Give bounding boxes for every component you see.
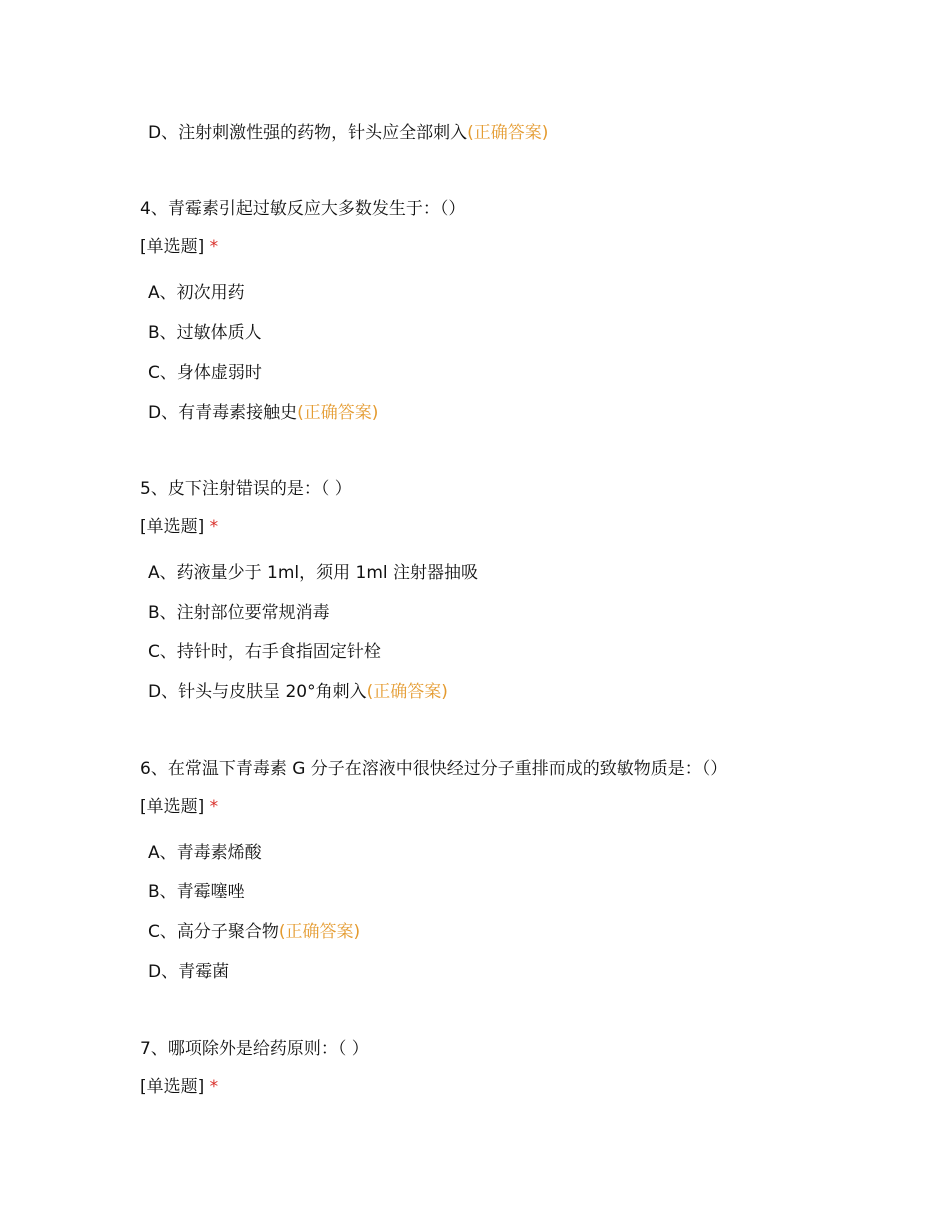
option-text: C、高分子聚合物 — [148, 922, 279, 942]
correct-answer-marker: (正确答案) — [297, 403, 379, 423]
option-item-correct — [148, 920, 360, 944]
question-type-label: [单选题] — [140, 797, 205, 817]
correct-answer-marker: (正确答案) — [366, 682, 448, 702]
option-text: D、有青毒素接触史 — [148, 403, 298, 423]
option-item: A、青毒素烯酸 — [148, 843, 262, 863]
question-type-label: [单选题] — [140, 1077, 205, 1097]
required-mark: * — [209, 517, 219, 537]
question-type-label: [单选题] — [140, 517, 205, 537]
question-title: 5、皮下注射错误的是：（ ） — [140, 479, 352, 499]
option-text: D、针头与皮肤呈 20°角刺入 — [148, 682, 367, 702]
question-title: 7、哪项除外是给药原则：（ ） — [140, 1039, 369, 1059]
correct-answer-marker: (正确答案) — [278, 922, 361, 942]
correct-answer-marker: (正确答案) — [467, 123, 549, 143]
option-item-correct — [148, 680, 448, 704]
question-type — [140, 1075, 218, 1099]
required-mark: * — [209, 1077, 219, 1097]
question-type-label: [单选题] — [140, 237, 205, 257]
option-text: D、注射刺激性强的药物，针头应全部刺入 — [148, 123, 468, 143]
option-item: C、持针时，右手食指固定针栓 — [148, 642, 381, 662]
required-mark: * — [209, 797, 219, 817]
question-title: 4、青霉素引起过敏反应大多数发生于：（） — [140, 199, 466, 219]
option-item: D、青霉菌 — [148, 962, 230, 982]
question-title: 6、在常温下青毒素 G 分子在溶液中很快经过分子重排而成的致敏物质是：（） — [140, 759, 728, 779]
option-item: A、初次用药 — [148, 283, 245, 303]
option-item: C、身体虚弱时 — [148, 363, 262, 383]
option-item-correct — [148, 401, 378, 425]
question-type — [140, 515, 218, 539]
question-type — [140, 795, 218, 819]
option-item: B、过敏体质人 — [148, 323, 262, 343]
option-item: B、注射部位要常规消毒 — [148, 603, 330, 623]
question-type — [140, 235, 218, 259]
required-mark: * — [209, 237, 219, 257]
prev-question-option-d — [148, 121, 548, 145]
option-item: A、药液量少于 1ml，须用 1ml 注射器抽吸 — [148, 563, 479, 583]
option-item: B、青霉噻唑 — [148, 882, 245, 902]
